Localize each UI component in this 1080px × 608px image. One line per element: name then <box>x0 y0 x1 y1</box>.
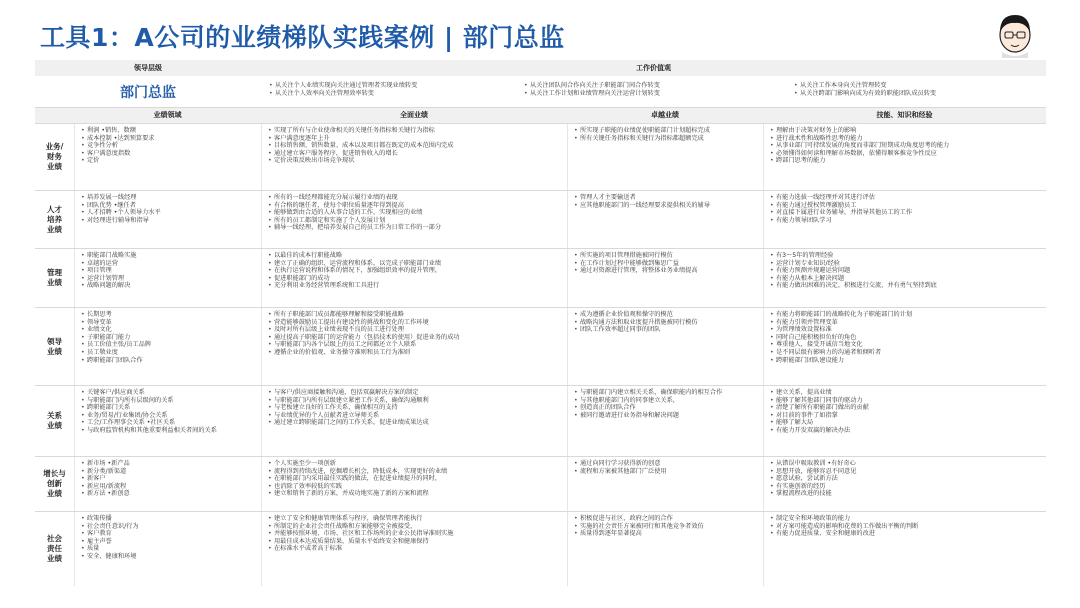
list-item: • 有能力从根本上解决问题 <box>770 275 1042 283</box>
table-row <box>35 307 1046 385</box>
row-category: 业务/ 财务 业绩 <box>35 124 74 190</box>
list-item: • 客户满意度逐年上升 <box>268 135 563 143</box>
full-cell <box>261 386 567 456</box>
list-item: • 通过对资源进行管理，将整体业务业绩提高 <box>574 267 759 275</box>
bullet-list <box>75 249 261 290</box>
full-header: 全面业绩 <box>261 108 567 123</box>
list-item: • 项目管理 <box>81 267 257 275</box>
list-item: • 成本控制 •达到预算要求 <box>81 135 257 143</box>
list-item: • 与客户/供应商接触和沟通，包括双赢解决方案的制定 <box>268 389 563 397</box>
list-item: • 应其他职能部门的一线经理要求提供相关的辅导 <box>574 202 759 210</box>
row-category: 管理 业绩 <box>35 249 74 307</box>
full-cell <box>261 124 567 190</box>
subheader-row <box>35 108 1046 123</box>
list-item: • 战略沟通方法和取业度提升措施被同行模仿 <box>574 319 759 327</box>
skills-cell <box>763 249 1046 307</box>
list-item: • 有能力引领并管理变革 <box>770 319 1042 327</box>
excellent-cell <box>567 191 763 248</box>
bullet-list <box>764 512 1046 538</box>
list-item: • 实现了所有与企业使命相关的关键任务指标和关键行为指标 <box>268 127 563 135</box>
avatar-icon <box>992 8 1038 58</box>
bullet-list <box>764 457 1046 498</box>
values-item: • 从关注跨部门影响向成为有效的职能团队成员转变 <box>794 90 1040 98</box>
bullet-list <box>568 191 763 209</box>
table-row <box>35 385 1046 456</box>
list-item: • 对经理进行辅导和指导 <box>81 217 257 225</box>
table-row <box>35 190 1046 248</box>
excellent-cell <box>567 386 763 456</box>
list-item: • 与职能部门内所有层级间的关系 <box>81 397 257 405</box>
list-item: • 客户教育 <box>81 530 257 538</box>
list-item: • 与政府监管机构和其他重要利益相关者间的关系 <box>81 427 257 435</box>
skills-cell <box>763 308 1046 385</box>
list-item: • 关键客户/供应商关系 <box>81 389 257 397</box>
list-item: • 定价 <box>81 157 257 165</box>
list-item: • 有3～5年的管理经验 <box>770 252 1042 260</box>
values-row <box>35 76 1046 108</box>
values-cell <box>261 76 1046 107</box>
area-cell <box>74 124 261 190</box>
list-item: • 进行战术性和战略性思考的能力 <box>770 135 1042 143</box>
list-item: • 雇主声誉 <box>81 538 257 546</box>
list-item: • 有能力通过授权管理激励员工 <box>770 202 1042 210</box>
list-item: • 创造真正的团队合作 <box>574 404 759 412</box>
list-item: • 有能力促进质量、安全和健康的改进 <box>770 530 1042 538</box>
full-cell <box>261 249 567 307</box>
list-item: • 掌握流程改进的技能 <box>770 490 1042 498</box>
bullet-list <box>75 124 261 165</box>
full-cell <box>261 457 567 511</box>
list-item: • 清楚了解所有职能部门做出的贡献 <box>770 404 1042 412</box>
area-cell <box>74 308 261 385</box>
list-item: • 遵循企业的价值观、业务操守准则和员工行为准则 <box>268 349 563 357</box>
full-cell <box>261 512 567 586</box>
bullet-list <box>764 191 1046 224</box>
bullet-list <box>568 249 763 275</box>
list-item: • 新分类/新渠道 <box>81 468 257 476</box>
bullet-list <box>262 124 567 165</box>
list-item: • 职能部门战略实施 <box>81 252 257 260</box>
list-item: • 有能力领导团队学习 <box>770 217 1042 225</box>
skills-cell <box>763 512 1046 586</box>
list-item: • 建立了安全和健康管理体系与程序，确保管理者能执行 <box>268 515 563 523</box>
list-item: • 在职能部门内采用最佳实践的做法，在促进业绩提升的同时， <box>268 475 563 483</box>
bullet-list <box>568 457 763 475</box>
bullet-list <box>568 386 763 419</box>
list-item: • 通过建立跨职能部门之间的工作关系，促进业绩成果达成 <box>268 419 563 427</box>
bullet-list <box>75 191 261 224</box>
list-item: • 定价决策反映出市场竞争现状 <box>268 157 563 165</box>
excellent-cell <box>567 124 763 190</box>
values-item: • 从关注个人效率向关注管理效率转变 <box>269 90 510 98</box>
list-item: • 政策传播 <box>81 515 257 523</box>
list-item: • 与职能部门内各个层级上的员工之间都还立个人联系 <box>268 341 563 349</box>
area-cell <box>74 386 261 456</box>
list-item: • 个人实施至少一项创新 <box>268 460 563 468</box>
list-item: • 并能够按照环境、市场、社区和工作场所的企业公民指导准则实施 <box>268 530 563 538</box>
list-item: • 所制定的企业社会责任战略和方案能够完全被接受， <box>268 523 563 531</box>
values-group-1 <box>261 76 516 107</box>
list-item: • 员工价值主张/员工品牌 <box>81 341 257 349</box>
list-item: • 促进职能部门的成功 <box>268 275 563 283</box>
row-category: 增长与 创新 业绩 <box>35 457 74 511</box>
list-item: • 能够做到由合适的人从事合适的工作，实现相应的业绩 <box>268 209 563 217</box>
list-item: • 子职能部门能力 <box>81 334 257 342</box>
bullet-list <box>262 249 567 290</box>
excellent-header: 卓越业绩 <box>567 108 763 123</box>
bullet-list <box>262 457 567 498</box>
list-item: • 与职能部门内建立相关关系，确保职能内的相互合作 <box>574 389 759 397</box>
bullet-list <box>75 308 261 364</box>
list-item: • 目标销售额、销售数量、成本以及项目都在既定的成本范围内完成 <box>268 142 563 150</box>
list-item: • 客户满意度指数 <box>81 150 257 158</box>
list-item: • 新市场 •新产品 <box>81 460 257 468</box>
list-item: • 运营计划专业知识/经验 <box>770 260 1042 268</box>
bullet-list <box>75 512 261 561</box>
list-item: • 通过向同行学习获得新的创意 <box>574 460 759 468</box>
list-item: • 新客户 <box>81 475 257 483</box>
row-category: 社会 责任 业绩 <box>35 512 74 586</box>
list-item: • 安全、健康和环境 <box>81 553 257 561</box>
list-item: • 与职能部门内所有层级建立紧密工作关系，确保沟通顺利 <box>268 397 563 405</box>
skills-cell <box>763 386 1046 456</box>
list-item: • 被同行邀请进行业务指导和解决问题 <box>574 412 759 420</box>
list-item: • 有能力预测并规避运营问题 <box>770 267 1042 275</box>
bullet-list <box>764 386 1046 435</box>
bullet-list <box>568 308 763 334</box>
list-item: • 跨职能部门团队建设能力 <box>770 357 1042 365</box>
list-item: • 流程得到持续改进，挖掘增长机会，降低成本，实现更好的业绩 <box>268 468 563 476</box>
list-item: • 建立了正确的组织、运营流程和体系，以完成子职能部门业绩 <box>268 260 563 268</box>
values-item: • 从关注个人业绩实现向关注通过管理者实现业绩转变 <box>269 82 510 90</box>
list-item: • 社会责任意识/行为 <box>81 523 257 531</box>
level-name: 部门总监 <box>35 76 261 107</box>
list-item: • 思想开放，能够容忍不同意见 <box>770 468 1042 476</box>
list-item: • 有合格的继任者，使每个职位质量逐年得到提高 <box>268 202 563 210</box>
list-item: • 业绩文化 <box>81 326 257 334</box>
full-cell <box>261 191 567 248</box>
table-row <box>35 248 1046 307</box>
list-item: • 是不同层级有影响力的沟通者和倾听者 <box>770 349 1042 357</box>
row-category: 领导 业绩 <box>35 308 74 385</box>
bullet-list <box>262 191 567 232</box>
list-item: • 流程和方案被其他部门广泛使用 <box>574 468 759 476</box>
list-item: • 跨职能部门团队合作 <box>81 357 257 365</box>
skills-header: 技能、知识和经验 <box>763 108 1046 123</box>
list-item: • 成为遵循企业价值观和操守的模范 <box>574 311 759 319</box>
list-item: • 用最佳成本达成质量结果，质量水平始终安全和健康保持 <box>268 538 563 546</box>
list-item: • 制定安全和环境政策的能力 <box>770 515 1042 523</box>
list-item: • 战略问题的解决 <box>81 282 257 290</box>
list-item: • 能够了解其他部门同事的驱动力 <box>770 397 1042 405</box>
list-item: • 所实施的项目管理措施被同行模仿 <box>574 252 759 260</box>
excellent-cell <box>567 308 763 385</box>
list-item: • 管理人才主要输送者 <box>574 194 759 202</box>
list-item: • 通过建立客户服务程序，促进销售收入的增长 <box>268 150 563 158</box>
area-cell <box>74 512 261 586</box>
list-item: • 所有关键任务指标和关键行为指标都超额完成 <box>574 135 759 143</box>
bullet-list <box>262 386 567 427</box>
excellent-cell <box>567 249 763 307</box>
list-item: • 建立关系，提高业绩 <box>770 389 1042 397</box>
list-item: • 通过提高子职能部门的运营能力（包括技术的使用）促进业务的成功 <box>268 334 563 342</box>
skills-cell <box>763 124 1046 190</box>
table-row <box>35 456 1046 511</box>
area-header: 业绩领域 <box>74 108 261 123</box>
list-item: • 工会/工作理事会关系 •社区关系 <box>81 419 257 427</box>
list-item: • 利润 •销售、数额 <box>81 127 257 135</box>
table-row <box>35 123 1046 190</box>
list-item: • 在执行运营说程和体系的情况下，加强组织效率的提升管理， <box>268 267 563 275</box>
list-item: • 卓越的运营 <box>81 260 257 268</box>
list-item: • 充分利用业务经营管理系统和工具进行 <box>268 282 563 290</box>
area-cell <box>74 191 261 248</box>
list-item: • 跨职能部门关系 <box>81 404 257 412</box>
list-item: • 愿意试验，尝试新方法 <box>770 475 1042 483</box>
list-item: • 实施的社会责任方案被同行和其他竞争者效仿 <box>574 523 759 531</box>
list-item: • 跨部门思考的能力 <box>770 157 1042 165</box>
list-item: • 竞争性分析 <box>81 142 257 150</box>
list-item: • 培养发展一线经理 <box>81 194 257 202</box>
values-header: 工作价值观 <box>261 60 1046 76</box>
list-item: • 与老板建立良好的工作关系，确保相互的支持 <box>268 404 563 412</box>
list-item: • 团队工作效率超过同事的团队 <box>574 326 759 334</box>
list-item: • 所有的员工都制定和实施了个人发展计划 <box>268 217 563 225</box>
list-item: • 员工敬业度 <box>81 349 257 357</box>
list-item: • 与业绩优异的个人员献者进立导师关系 <box>268 412 563 420</box>
list-item: • 所有的一线经理都能充分展示履行业绩的表现 <box>268 194 563 202</box>
bullet-list <box>75 457 261 498</box>
list-item: • 必须懂得如何读和理解市场数据，依懂得顺客推竞争性反应 <box>770 150 1042 158</box>
list-item: • 从事业部门可持续发展的角度而非部门短期成功角度思考的能力 <box>770 142 1042 150</box>
bullet-list <box>75 386 261 435</box>
skills-cell <box>763 191 1046 248</box>
list-item: • 营造能够鼓励员工提出有建设性的挑战和变化的工作环境 <box>268 319 563 327</box>
list-item: • 对直接下属进行业务辅导，并指导其他员工的工作 <box>770 209 1042 217</box>
bullet-list <box>262 308 567 357</box>
row-category: 人才 培养 业绩 <box>35 191 74 248</box>
list-item: • 有能力做出困难的决定，积极进行交流，并有勇气坚持到底 <box>770 282 1042 290</box>
list-item: • 能够了解大局 <box>770 419 1042 427</box>
list-item: • 辅导一线经理，把培养发展自己的员工作为日常工作的一部分 <box>268 224 563 232</box>
list-item: • 人才招聘 •个人领导力水平 <box>81 209 257 217</box>
list-item: • 长期思考 <box>81 311 257 319</box>
list-item: • 领导变革 <box>81 319 257 327</box>
list-item: • 尊重他人，接受开诚信当地文化 <box>770 341 1042 349</box>
values-group-3 <box>786 76 1046 107</box>
values-item: • 从关注团队间合作向关注子职能部门间合作转变 <box>524 82 780 90</box>
bullet-list <box>262 512 567 553</box>
row-category: 关系 业绩 <box>35 386 74 456</box>
skills-cell <box>763 457 1046 511</box>
values-item: • 从关注工作计划和业绩管理向关注运营计划转变 <box>524 90 780 98</box>
list-item: • 有能力选拔一线经理并对其进行评估 <box>770 194 1042 202</box>
list-item: • 新方法 •新创意 <box>81 490 257 498</box>
bullet-list <box>764 124 1046 165</box>
list-item: • 为管理绩效设置标准 <box>770 326 1042 334</box>
list-item: • 以最佳的成本行职能战略 <box>268 252 563 260</box>
bullet-list <box>568 124 763 142</box>
list-item: • 对目前的事件了如指掌 <box>770 412 1042 420</box>
list-item: • 建立和销售了新的方案，并成功地实施了新的方案和流程 <box>268 490 563 498</box>
excellent-cell <box>567 457 763 511</box>
list-item: • 质量 <box>81 545 257 553</box>
table-row <box>35 511 1046 586</box>
area-cell <box>74 249 261 307</box>
body-rows <box>35 123 1046 586</box>
list-item: • 在工作计划过程中能够做到集思广益 <box>574 260 759 268</box>
page-title: 工具1：A公司的业绩梯队实践案例 | 部门总监 <box>40 23 565 52</box>
list-item: • 团队优势 •继任者 <box>81 202 257 210</box>
list-item: • 积极促进与社区、政府之间的合作 <box>574 515 759 523</box>
list-item: • 与其他职能部门内的同事建立关系， <box>574 397 759 405</box>
list-item: • 新应用/新流程 <box>81 483 257 491</box>
list-item: • 质量得到逐年显著提高 <box>574 530 759 538</box>
full-cell <box>261 308 567 385</box>
list-item: • 也消除了效率较低的实践 <box>268 483 563 491</box>
excellent-cell <box>567 512 763 586</box>
list-item: • 有实施创新的经历 <box>770 483 1042 491</box>
values-item: • 从关注工作本身向关注管理转变 <box>794 82 1040 90</box>
performance-table <box>35 60 1046 586</box>
list-item: • 及时对所有层级上业绩表现不良的员工进行处理 <box>268 326 563 334</box>
list-item: • 有能力将职能部门的战略转化为子职能部门的计划 <box>770 311 1042 319</box>
list-item: • 从错误中吸取教训 •有好奇心 <box>770 460 1042 468</box>
list-item: • 业务/贸易/行业集团/协会关系 <box>81 412 257 420</box>
area-cell <box>74 457 261 511</box>
list-item: • 理解由于决策对财务上的影响 <box>770 127 1042 135</box>
list-item: • 所实现子职能的业绩促使职能部门计划超标完成 <box>574 127 759 135</box>
list-item: • 运营计划管理 <box>81 275 257 283</box>
header-row <box>35 60 1046 76</box>
list-item: • 有能力开发双赢的解决办法 <box>770 427 1042 435</box>
list-item: • 所有子职能部门成员都能够理解和接受职能战略 <box>268 311 563 319</box>
values-group-2 <box>516 76 786 107</box>
level-header: 领导层级 <box>35 60 261 76</box>
bullet-list <box>764 249 1046 290</box>
list-item: • 同时自己能积极担负好的角色 <box>770 334 1042 342</box>
list-item: • 对方案可能造成的影响和花费的工作做出平衡的判断 <box>770 523 1042 531</box>
list-item: • 在标准水平或者高于标准 <box>268 545 563 553</box>
bullet-list <box>764 308 1046 364</box>
bullet-list <box>568 512 763 538</box>
